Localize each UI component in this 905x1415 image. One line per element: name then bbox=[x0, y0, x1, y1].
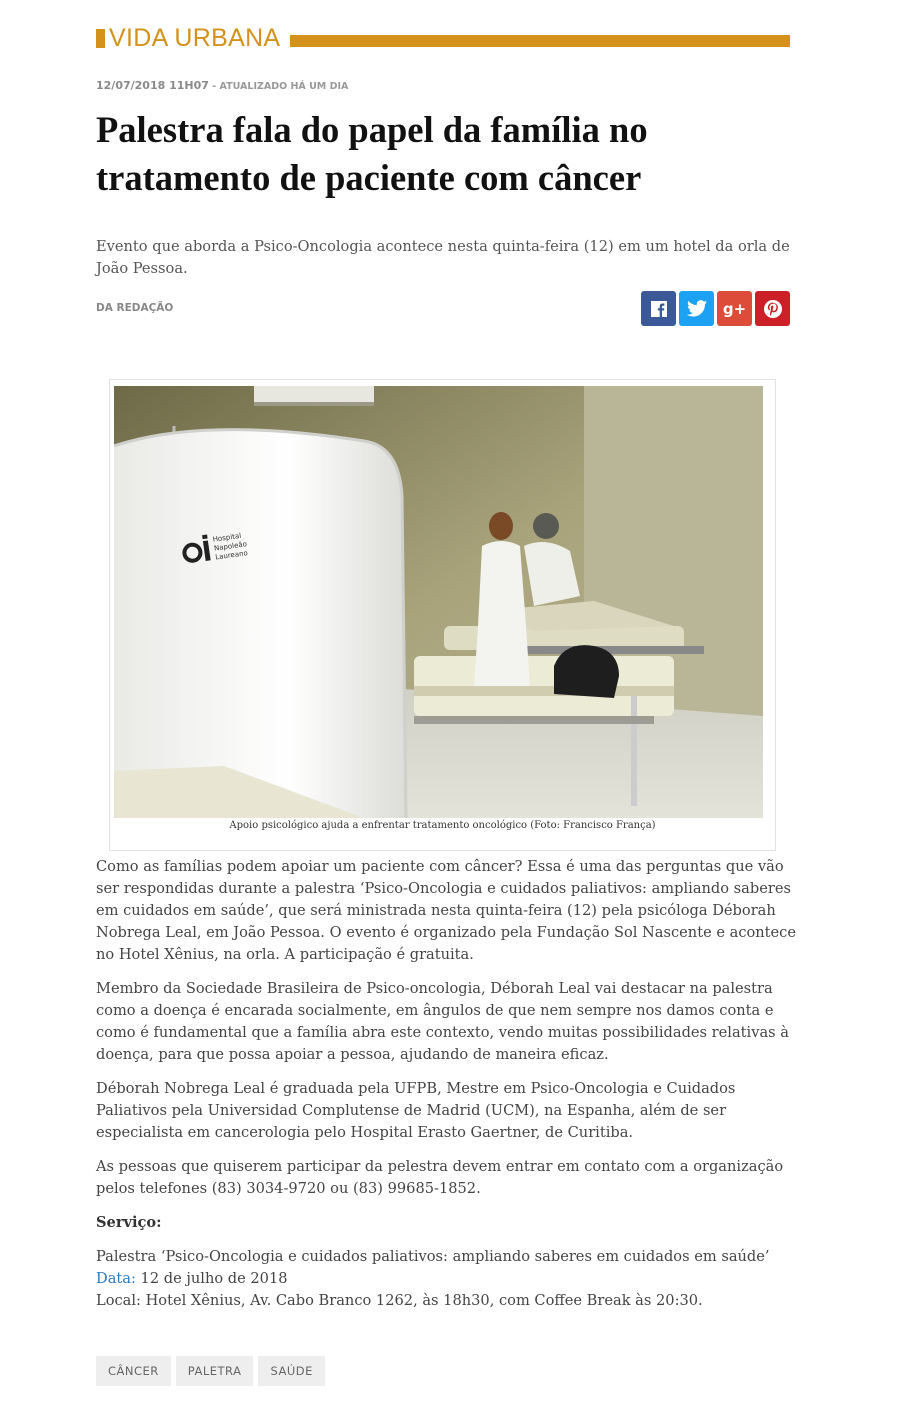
tag-paletra[interactable]: PALETRA bbox=[176, 1356, 254, 1386]
facebook-share-button[interactable] bbox=[641, 291, 676, 326]
section-accent-mark bbox=[96, 29, 105, 48]
article-byline: DA REDAÇÃO bbox=[96, 302, 174, 314]
figure-caption: Apoio psicológico ajuda a enfrentar tratamento oncológico (Foto: Francisco França) bbox=[229, 820, 656, 831]
tag-saude[interactable]: SAÚDE bbox=[258, 1356, 324, 1386]
tag-cancer[interactable]: CÂNCER bbox=[96, 1356, 171, 1386]
google-plus-share-button[interactable] bbox=[717, 291, 752, 326]
service-line: Palestra ‘Psico-Oncologia e cuidados paliativos: ampliando saberes em cuidados em saúde’ bbox=[96, 1248, 770, 1265]
publish-date: 12/07/2018 11H07 bbox=[96, 79, 209, 92]
body-paragraph-4: As pessoas que quiserem participar da pelestra devem entrar em contato com a organização pelos telefones (83) 3034-9720 ou (83) 99685-1852. bbox=[96, 1158, 784, 1197]
body-paragraph-1: Como as famílias podem apoiar um paciente com câncer? Essa é uma das perguntas que vão ser respondidas durante a palestra ‘Psico-Oncologia e cuidados paliativos: ampliando saberes em cuidados em saúde’, que será ministrada nesta quinta-feira (12) pela psicóloga Déborah Nobrega Leal, em João Pessoa. O evento é organizado pela Fundação Sol Nascente e acontece no Hotel Xênius, na orla. A participação é gratuita. bbox=[96, 858, 796, 963]
article-subtitle: Evento que aborda a Psico-Oncologia acontece nesta quinta-feira (12) em um hotel da orla de João Pessoa. bbox=[96, 238, 790, 277]
section-title[interactable]: VIDA URBANA bbox=[109, 24, 281, 52]
twitter-icon bbox=[687, 300, 707, 317]
section-divider bbox=[290, 35, 790, 47]
google-plus-icon: g+ bbox=[722, 299, 747, 318]
svg-text:Laureano: Laureano bbox=[214, 549, 249, 562]
service-heading: Serviço: bbox=[96, 1214, 162, 1231]
svg-text:Hospital: Hospital bbox=[212, 531, 242, 544]
hospital-room-photo[interactable] bbox=[114, 386, 763, 818]
article-figure bbox=[109, 379, 776, 851]
local-line: Local: Hotel Xênius, Av. Cabo Branco 1262, às 18h30, com Coffee Break às 20:30. bbox=[96, 1292, 703, 1309]
pinterest-icon bbox=[763, 299, 783, 319]
section-header bbox=[96, 24, 790, 53]
facebook-icon bbox=[650, 300, 668, 318]
body-paragraph-3: Déborah Nobrega Leal é graduada pela UFPB, Mestre em Psico-Oncologia e Cuidados Paliativos pela Universidad Complutense de Madrid (UCM), na Espanha, além de ser especialista em cancerologia pelo Hospital Erasto Gaertner, de Curitiba. bbox=[96, 1080, 736, 1141]
svg-text:Napoleão: Napoleão bbox=[213, 540, 248, 553]
pinterest-share-button[interactable] bbox=[755, 291, 790, 326]
service-details bbox=[96, 1246, 796, 1312]
article-body bbox=[96, 856, 796, 1312]
date-value: 12 de julho de 2018 bbox=[135, 1270, 288, 1287]
article-meta bbox=[96, 79, 348, 92]
updated-label: - ATUALIZADO HÁ UM DIA bbox=[212, 81, 349, 92]
tag-list bbox=[96, 1356, 325, 1386]
body-paragraph-2: Membro da Sociedade Brasileira de Psico-oncologia, Déborah Leal vai destacar na palestra como a doença é encarada socialmente, em ângulos de que nem sempre nos damos conta e como é fundamental que a família abra este contexto, vendo muitas possibilidades relativas à doença, para que possa apoiar a pessoa, ajudando de maneira eficaz. bbox=[96, 980, 789, 1063]
twitter-share-button[interactable] bbox=[679, 291, 714, 326]
article-headline: Palestra fala do papel da família no tratamento de paciente com câncer bbox=[96, 109, 648, 198]
date-label: Data: bbox=[96, 1270, 136, 1287]
